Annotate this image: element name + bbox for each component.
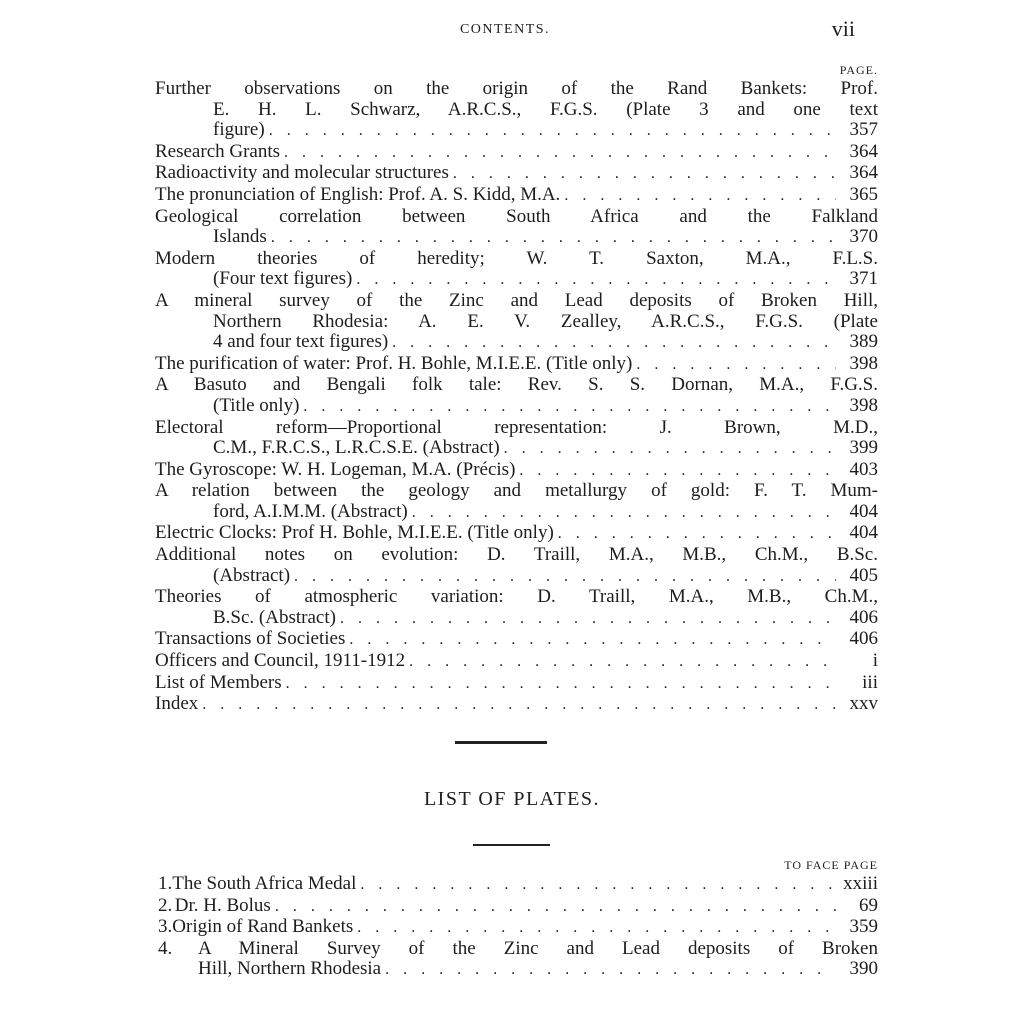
dot-leader [356, 270, 836, 291]
dot-leader [284, 143, 836, 164]
running-title: CONTENTS. [459, 22, 551, 37]
dot-leader [349, 630, 836, 651]
contents-entry [155, 79, 878, 142]
plate-title-text: Origin of Rand Bankets [172, 916, 354, 938]
contents-entry [155, 163, 878, 185]
plate-final-line [158, 917, 878, 939]
entry-page-number: 364 [849, 140, 878, 162]
entry-page-number: 405 [849, 564, 878, 586]
dot-leader [202, 695, 836, 716]
entry-title-text: Radioactivity and molecular structures [155, 162, 449, 184]
plate-number: 4. [158, 937, 173, 959]
entry-title-text: Officers and Council, 1911-1912 [155, 650, 406, 672]
dot-leader [453, 164, 836, 185]
entry-page-number: 404 [849, 522, 878, 544]
entry-page-number: 365 [849, 183, 878, 205]
plates-list [158, 874, 878, 981]
contents-entry [155, 291, 878, 354]
dot-leader [636, 355, 836, 376]
dot-leader [504, 439, 836, 460]
entry-title-text: figure) [213, 119, 265, 141]
entry-page-number: 406 [849, 606, 878, 628]
entry-final-line [155, 566, 878, 588]
entry-page-number: 406 [849, 628, 878, 650]
entry-title-line: A mineral survey of the Zinc and Lead deposits of Broken Hill, [155, 289, 878, 311]
dot-leader [412, 503, 836, 524]
contents-list [155, 79, 878, 716]
dot-leader [303, 397, 836, 418]
entry-final-line [155, 438, 878, 460]
dot-leader [409, 652, 836, 673]
entry-final-line [155, 523, 878, 545]
dot-leader [357, 918, 836, 939]
entry-page-number: 399 [849, 437, 878, 459]
entry-title-text: B.Sc. (Abstract) [213, 606, 336, 628]
contents-entry [155, 651, 878, 673]
contents-entry [155, 354, 878, 376]
entry-final-line [155, 651, 878, 673]
contents-entry [155, 694, 878, 716]
dot-leader [275, 897, 836, 918]
plates-page-column-label: TO FACE PAGE [784, 858, 878, 872]
contents-entry [155, 249, 878, 291]
entry-page-number: 398 [849, 352, 878, 374]
contents-entry [155, 460, 878, 482]
plate-final-line [158, 896, 878, 918]
plate-page-number: 69 [859, 894, 878, 916]
entry-title-line: Northern Rhodesia: A. E. V. Zealley, A.R.C.S., F.G.S. (Plate [213, 310, 878, 332]
entry-final-line [155, 120, 878, 142]
entry-title-line: Additional notes on evolution: D. Traill, M.A., M.B., Ch.M., B.Sc. [155, 544, 878, 566]
entry-page-number: 364 [849, 162, 878, 184]
entry-title-text: The purification of water: Prof. H. Bohle, M.I.E.E. (Title only) [155, 352, 633, 374]
entry-title-line: A Basuto and Bengali folk tale: Rev. S. S. Dornan, M.A., F.G.S. [155, 374, 878, 396]
plate-final-line [158, 959, 878, 981]
entry-title-text: (Title only) [213, 394, 300, 416]
plate-entry [158, 874, 878, 896]
entry-title-line: A relation between the geology and metallurgy of gold: F. T. Mum- [155, 480, 878, 502]
entry-title-line: Geological correlation between South Africa and the Falkland [155, 205, 878, 227]
entry-title-text: (Abstract) [213, 564, 291, 586]
dot-leader [558, 524, 836, 545]
contents-entry [155, 481, 878, 523]
dot-leader [385, 960, 836, 981]
dot-leader [269, 121, 836, 142]
entry-page-number: 370 [849, 226, 878, 248]
entry-title-line: Electoral reform—Proportional representation: J. Brown, M.D., [155, 416, 878, 438]
entry-title-text: Research Grants [155, 140, 281, 162]
entry-title-line: Further observations on the origin of the Rand Bankets: Prof. [155, 78, 878, 99]
entry-title-text: Electric Clocks: Prof H. Bohle, M.I.E.E. (Title only) [155, 522, 554, 544]
section-divider-rule [455, 741, 547, 744]
page-number: vii [831, 16, 855, 41]
entry-title-line: Theories of atmospheric variation: D. Traill, M.A., M.B., Ch.M., [155, 586, 878, 608]
plate-page-number: 390 [849, 958, 878, 980]
contents-entry [155, 185, 878, 207]
plate-number: 2. [158, 894, 173, 916]
entry-page-number: 371 [849, 268, 878, 290]
plates-heading: LIST OF PLATES. [423, 788, 601, 810]
entry-page-number: 404 [849, 500, 878, 522]
plate-final-line [158, 874, 878, 896]
contents-entry [155, 673, 878, 695]
plate-entry [158, 917, 878, 939]
entry-page-number: iii [862, 671, 878, 693]
entry-title-text: C.M., F.R.C.S., L.R.C.S.E. (Abstract) [213, 437, 500, 459]
entry-final-line [155, 332, 878, 354]
heading-underline-rule [473, 844, 550, 846]
entry-title-text: ford, A.I.M.M. (Abstract) [213, 500, 408, 522]
entry-page-number: i [872, 650, 878, 672]
entry-final-line [155, 227, 878, 249]
plate-title-text: Dr. H. Bolus [174, 894, 271, 916]
entry-final-line [155, 460, 878, 482]
entry-title-line: E. H. L. Schwarz, A.R.C.S., F.G.S. (Plate 3 and one text [213, 98, 878, 120]
entry-page-number: 389 [849, 331, 878, 353]
entry-final-line [155, 396, 878, 418]
entry-title-text: The pronunciation of English: Prof. A. S. Kidd, M.A. [155, 183, 561, 205]
plate-title-text: Hill, Northern Rhodesia [198, 958, 382, 980]
contents-entry [155, 207, 878, 249]
dot-leader [271, 228, 836, 249]
entry-title-text: Transactions of Societies [155, 628, 346, 650]
entry-page-number: 403 [849, 458, 878, 480]
entry-title-text: The Gyroscope: W. H. Logeman, M.A. (Précis) [155, 458, 516, 480]
running-head [155, 18, 855, 44]
entry-final-line [155, 142, 878, 164]
page-column-label: PAGE. [839, 63, 878, 77]
entry-title-text: List of Members [155, 671, 282, 693]
dot-leader [519, 461, 836, 482]
entry-final-line [155, 608, 878, 630]
entry-final-line [155, 673, 878, 695]
entry-final-line [155, 694, 878, 716]
entry-final-line [155, 185, 878, 207]
entry-page-number: 357 [849, 119, 878, 141]
dot-leader [392, 333, 836, 354]
plate-title-line [158, 939, 878, 960]
dot-leader [564, 186, 836, 207]
entry-page-number: xxv [849, 693, 878, 715]
plate-number: 1. [158, 873, 173, 894]
entry-final-line [155, 502, 878, 524]
plate-page-number: 359 [849, 916, 878, 938]
dot-leader [294, 567, 836, 588]
contents-entry [155, 375, 878, 417]
contents-entry [155, 587, 878, 629]
entry-final-line [155, 629, 878, 651]
plate-number: 3. [158, 916, 173, 938]
entry-title-text: (Four text figures) [213, 268, 353, 290]
entry-title-text: Islands [213, 226, 267, 248]
contents-entry [155, 418, 878, 460]
contents-entry [155, 545, 878, 587]
entry-final-line [155, 354, 878, 376]
entry-title-text: 4 and four text figures) [213, 331, 389, 353]
dot-leader [286, 674, 836, 695]
dot-leader [360, 875, 836, 896]
plate-entry [158, 939, 878, 981]
entry-title-text: Index [155, 693, 199, 715]
plate-title-text: The South Africa Medal [172, 873, 357, 894]
plate-title-text: A Mineral Survey of the Zinc and Lead deposits of Broken [198, 937, 878, 959]
entry-final-line [155, 269, 878, 291]
contents-entry [155, 142, 878, 164]
plate-entry [158, 896, 878, 918]
plate-page-number: xxiii [843, 873, 878, 894]
contents-entry [155, 523, 878, 545]
contents-entry [155, 629, 878, 651]
entry-title-line: Modern theories of heredity; W. T. Saxton, M.A., F.L.S. [155, 247, 878, 269]
entry-final-line [155, 163, 878, 185]
entry-page-number: 398 [849, 394, 878, 416]
dot-leader [340, 609, 836, 630]
